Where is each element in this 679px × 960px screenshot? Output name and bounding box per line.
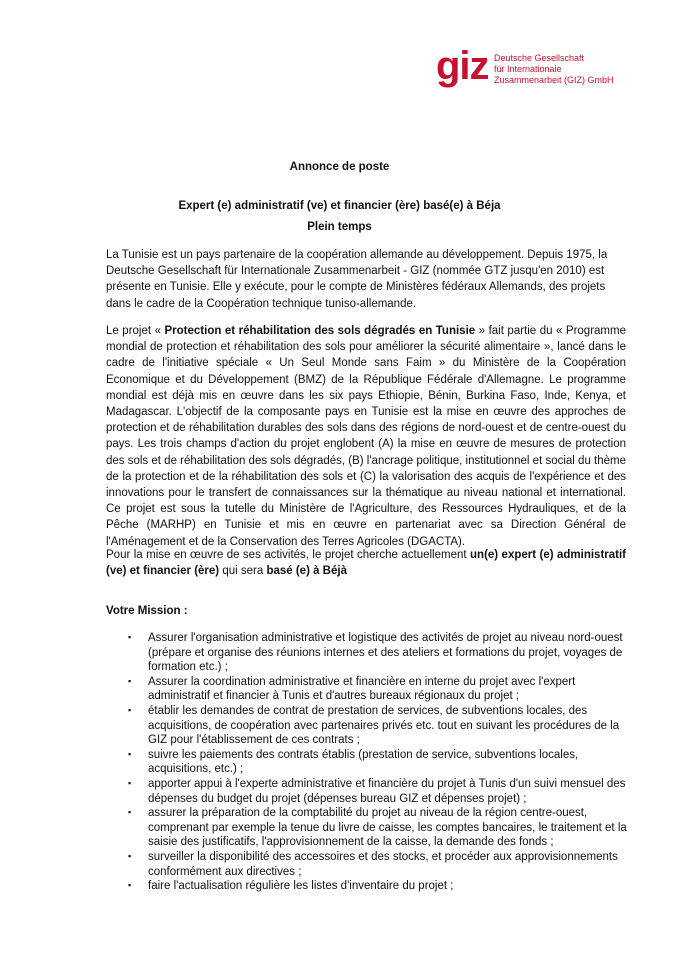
- giz-logo-mark: giz: [436, 44, 489, 88]
- logo-line: Zusammenarbeit (GIZ) GmbH: [494, 75, 614, 85]
- mission-item-text: Assurer la coordination administrative et financière en interne du projet avec l'expert administratif et financier à Tunis et d'autres bureaux régionaux du projet ;: [148, 675, 576, 703]
- recruit-text-middle: qui sera: [219, 565, 267, 578]
- mission-item: [128, 675, 628, 704]
- intro-paragraph: La Tunisie est un pays partenaire de la coopération allemande au développement. Depuis 1975, la Deutsche Gesellschaft für Internationale Zusammenarbeit - GIZ (nommée GTZ jusqu'en 2010) est présente en Tunisie. Elle y exécute, pour le compte de Ministères fédéraux Allemands, des projets dans le cadre de la Coopération technique tuniso-allemande.: [106, 249, 608, 310]
- bullet-icon: ▪: [128, 807, 132, 818]
- mission-item: [128, 879, 628, 894]
- project-text-before: Le projet «: [106, 325, 165, 337]
- recruit-location: basé (e) à Béjà: [266, 565, 347, 578]
- mission-item-text: apporter appui à l'experte administrative et financière du projet à Tunis d'un suivi mensuel des dépenses du budget du projet (dépenses bureau GIZ et dépenses projet) ;: [148, 777, 626, 805]
- document-title: Annonce de poste: [289, 161, 390, 173]
- giz-logo: [436, 44, 626, 88]
- mission-item: [128, 704, 628, 748]
- recruit-text-before: Pour la mise en œuvre de ses activités, le projet cherche actuellement: [106, 549, 471, 561]
- mission-item-text: établir les demandes de contrat de prestation de services, de subventions locales, des acquisitions, de coopération avec partenaires privés etc. tout en suivant les procédures de la GIZ pour l'établissement de ces contrats ;: [148, 704, 620, 747]
- mission-heading: Votre Mission :: [106, 605, 188, 617]
- bullet-icon: ▪: [128, 704, 132, 715]
- mission-item-text: faire l'actualisation régulière les listes d'inventaire du projet ;: [148, 880, 454, 893]
- mission-item: [128, 806, 628, 850]
- bullet-icon: ▪: [128, 777, 132, 788]
- mission-item-text: assurer la préparation de la comptabilité du projet au niveau de la région centre-ouest, comprenant par exemple la tenue du livre de caisse, les comptes bancaires, le traitement et la saisie des justificatifs, l'approvisionnement de la caisse, la demande des fonds ;: [148, 807, 627, 849]
- mission-item-text: surveiller la disponibilité des accessoires et des stocks, et procéder aux approvisionnements conformément aux directives ;: [148, 850, 618, 878]
- mission-item: [128, 850, 628, 879]
- bullet-icon: ▪: [128, 880, 132, 891]
- logo-line: Deutsche Gesellschaft: [494, 53, 585, 63]
- logo-line: für Internationale: [494, 64, 562, 74]
- bullet-icon: ▪: [128, 748, 132, 759]
- mission-item: [128, 631, 628, 675]
- project-paragraph: [106, 323, 626, 550]
- project-text-after: » fait partie du « Programme mondial de protection et réhabilitation des sols pour améliorer la sécurité alimentaire », lancé dans le cadre de l'initiative spéciale « Un Seul Monde sans Faim » du Ministère de la Coopération Economique et du Développement (BMZ) de la République Fédérale d'Allemagne. Le programme mondial est déjà mis en œuvre dans les six pays Ethiopie, Bénin, Burkina Faso, Inde, Kenya, et Madagascar. L'objectif de la composante pays en Tunisie est la mise en œuvre des approches de protection et de réhabilitation durables des sols dans des régions de nord-ouest et de centre-ouest du pays. Les trois champs d'action du projet englobent (A) la mise en œuvre de mesures de protection des sols et de réhabilitation des sols dégradés, (B) l'ancrage politique, institutionnel et social du thème de la protection et de la réhabilitation des sols et (C) la valorisation des acquis de l'expérience et des innovations pour le transfert de connaissances sur la thématique au niveau national et international. Ce projet est sous la tutelle du Ministère de l'Agriculture, des Ressources Hydrauliques, et de la Pêche (MARHP) en Tunisie et mis en œuvre en partenariat avec sa Direction Général de l'Aménagement et de la Conservation des Terres Agricoles (DGACTA).: [106, 325, 626, 548]
- mission-item: [128, 748, 628, 777]
- bullet-icon: ▪: [128, 675, 132, 686]
- recruit-paragraph: [106, 547, 626, 579]
- bullet-icon: ▪: [128, 850, 132, 861]
- mission-item-text: suivre les paiements des contrats établis (prestation de service, subventions locales, acquisitions, etc.) ;: [148, 748, 579, 776]
- mission-list: [128, 631, 628, 894]
- giz-logo-text: [494, 53, 614, 86]
- position-title: Expert (e) administratif (ve) et financier (ère) basé(e) à Béja: [178, 200, 501, 212]
- schedule-label: Plein temps: [307, 221, 372, 233]
- mission-item-text: Assurer l'organisation administrative et logistique des activités de projet au niveau nord-ouest (prépare et organise des réunions internes et des ateliers et formations du projet, voyages de formation etc.) ;: [148, 632, 623, 674]
- bullet-icon: ▪: [128, 632, 132, 642]
- project-name: Protection et réhabilitation des sols dégradés en Tunisie: [164, 325, 476, 337]
- recruit-role: un(e) expert (e) administratif (ve) et financier (ère): [106, 549, 627, 578]
- mission-item: [128, 777, 628, 806]
